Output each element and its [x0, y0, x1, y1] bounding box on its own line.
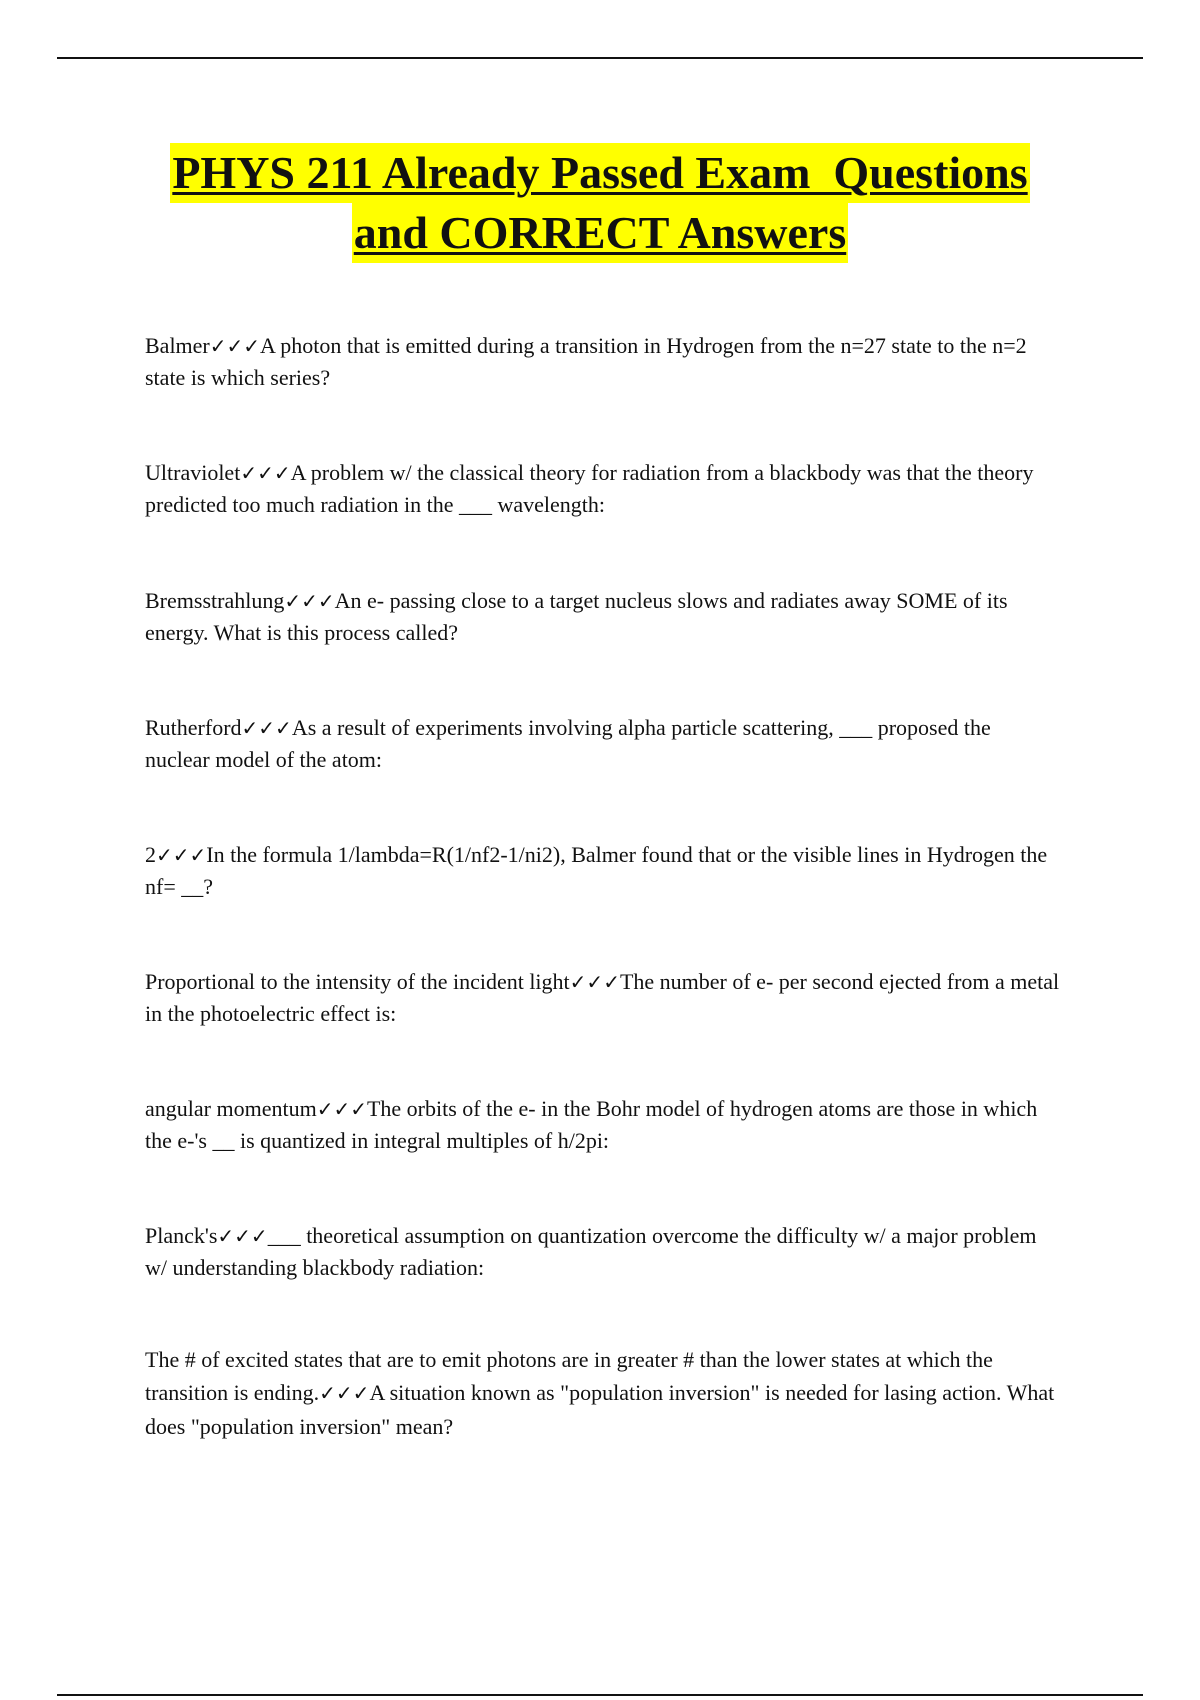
check-marks: ✓✓✓ — [316, 1097, 367, 1121]
answer-text: The # of excited states that are to emit photons are in greater # than the lower states at which the transition is ending. — [145, 1347, 993, 1405]
answer-text: angular momentum — [145, 1096, 317, 1121]
question-text: In the formula 1/lambda=R(1/nf2-1/ni2), Balmer found that or the visible lines in Hydrogen the nf= __? — [145, 842, 1048, 899]
title-line-1: PHYS 211 Already Passed Exam Questions — [170, 143, 1029, 203]
question-text: The orbits of the e- in the Bohr model of hydrogen atoms are those in which the e-'s __ is quantized in integral multiples of h/2pi: — [145, 1096, 1038, 1153]
footer-rule — [57, 1694, 1143, 1696]
qa-item-9 — [145, 1343, 1060, 1443]
question-text: A problem w/ the classical theory for radiation from a blackbody was that the theory predicted too much radiation in the ___ wavelength: — [145, 460, 1034, 517]
answer-text: Balmer — [145, 333, 210, 358]
question-text: As a result of experiments involving alpha particle scattering, ___ proposed the nuclear model of the atom: — [145, 715, 991, 772]
qa-item-1 — [145, 330, 1060, 393]
qa-item-7 — [145, 1093, 1060, 1156]
check-marks: ✓✓✓ — [217, 1224, 268, 1248]
check-marks: ✓✓✓ — [209, 334, 261, 358]
qa-item-6 — [145, 966, 1060, 1029]
question-text: The number of e- per second ejected from a metal in the photoelectric effect is: — [145, 969, 1060, 1026]
check-marks: ✓✓✓ — [241, 716, 292, 740]
question-text: An e- passing close to a target nucleus slows and radiates away SOME of its energy. What is this process called? — [145, 588, 1008, 645]
answer-text: Ultraviolet — [145, 460, 241, 485]
qa-item-2 — [145, 457, 1060, 520]
question-text: A photon that is emitted during a transition in Hydrogen from the n=27 state to the n=2 state is which series? — [145, 333, 1027, 390]
answer-text: Planck's — [145, 1223, 218, 1248]
header-rule — [57, 57, 1143, 59]
check-marks: ✓✓✓ — [569, 970, 620, 994]
check-marks: ✓✓✓ — [240, 461, 291, 485]
document-title — [0, 143, 1200, 263]
question-text: ___ theoretical assumption on quantization overcome the difficulty w/ a major problem w/ understanding blackbody radiation: — [145, 1223, 1037, 1280]
answer-text: 2 — [145, 842, 156, 867]
question-text: A situation known as "population inversion" is needed for lasing action. What does "population inversion" mean? — [145, 1380, 1055, 1439]
qa-item-3 — [145, 585, 1060, 648]
check-marks: ✓✓✓ — [156, 843, 207, 867]
qa-item-5 — [145, 839, 1060, 902]
answer-text: Rutherford — [145, 715, 242, 740]
answer-text: Bremsstrahlung — [145, 588, 285, 613]
title-line-2: and CORRECT Answers — [352, 203, 848, 263]
check-marks: ✓✓✓ — [319, 1381, 370, 1405]
answer-text: Proportional to the intensity of the incident light — [145, 969, 570, 994]
check-marks: ✓✓✓ — [284, 589, 335, 613]
qa-item-8 — [145, 1220, 1060, 1283]
qa-item-4 — [145, 712, 1060, 775]
